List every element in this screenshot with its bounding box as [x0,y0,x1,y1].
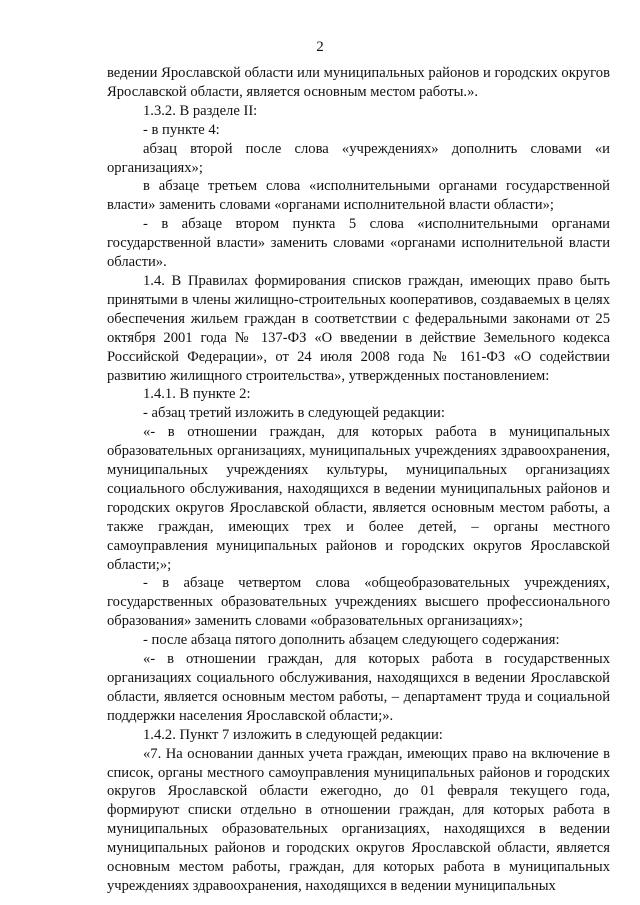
paragraph: 1.4. В Правилах формирования списков граждан, имеющих право быть принятыми в члены жилищно-строительных кооперативов, создаваемых в целях обеспечения жильем граждан в соответствии с федеральными законами от 25 октября 2001 года № 137-ФЗ «О введении в действие Земельного кодекса Российской Федерации», от 24 июля 2008 года № 161-ФЗ «О содействии развитию жилищного строительства», утвержденных постановлением: [107,272,610,384]
page-number: 2 [316,39,324,55]
paragraph: «- в отношении граждан, для которых работа в государственных организациях социального обслуживания, находящихся в ведении Ярославской области, является основным местом работы, – департамент труда и социальной поддержки населения Ярославской области;». [107,651,610,724]
paragraph: 1.4.1. В пункте 2: [143,386,251,403]
paragraph: ведении Ярославской области или муниципальных районов и городских округов Ярославской области, является основным местом работы.». [107,65,610,100]
paragraph: в абзаце третьем слова «исполнительными органами государственной власти» заменить словами «органами исполнительной власти области»; [107,178,610,214]
paragraph: - после абзаца пятого дополнить абзацем следующего содержания: [143,632,560,649]
paragraph: «7. На основании данных учета граждан, имеющих право на включение в список, органы местного самоуправления муниципальных районов и городских округов Ярославской области ежегодно, до 01 февраля текущего года, формируют списки отдельно в отношении граждан, для которых работа в муниципальных образовательных организациях, находящихся в ведении муниципальных районов и городских округов Ярославской области, является основным местом работы, граждан, для которых работа в муниципальных учреждениях здравоохранения, находящихся в ведении муниципальных [107,745,610,894]
document-body [107,64,610,896]
paragraph: - абзац третий изложить в следующей редакции: [143,405,445,422]
paragraph: - в абзаце втором пункта 5 слова «исполнительными органами государственной власти» заменить словами «органами исполнительной власти области». [107,216,610,271]
paragraph: «- в отношении граждан, для которых работа в муниципальных образовательных организациях, муниципальных учреждениях здравоохранения, муниципальных учреждениях культуры, муниципальных организациях социального обслуживания, находящихся в ведении муниципальных районов и городских округов Ярославской области, является основным местом работы, а также граждан, имеющих трех и более детей, – органы местного самоуправления муниципальных районов и городских округов Ярославской области;»; [107,424,610,573]
paragraph: - в абзаце четвертом слова «общеобразовательных учреждениях, государственных образовательных учреждениях высшего профессионального образования» заменить словами «образовательных организациях»; [107,575,610,630]
paragraph: - в пункте 4: [143,121,220,138]
paragraph: абзац второй после слова «учреждениях» дополнить словами «и организациях»; [107,140,610,176]
paragraph: 1.3.2. В разделе II: [143,102,258,119]
paragraph: 1.4.2. Пункт 7 изложить в следующей редакции: [143,726,443,743]
